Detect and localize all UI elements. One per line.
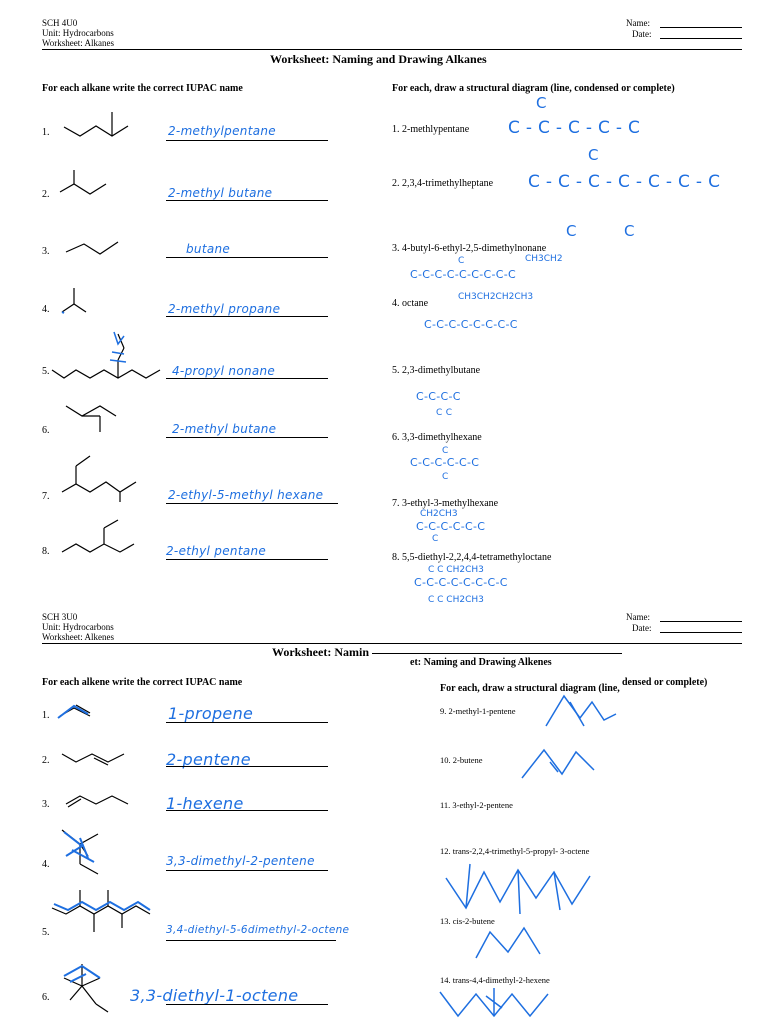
page-title-fragment: Worksheet: Namin [272,645,369,659]
answer-handwritten: 4-propyl nonane [172,364,276,378]
title-divider [372,653,622,654]
structure-drawing: C - C - C - C - C [508,118,641,138]
answer-handwritten: 1-propene [168,704,254,723]
question-number: 8. [42,546,50,557]
answer-line[interactable] [166,810,328,811]
structure-drawing: C C [436,408,453,418]
skeletal-structure [52,884,152,940]
question-number: 6. [42,992,50,1003]
structure-drawing: C-C-C-C-C-C [410,456,480,469]
structure-drawing [440,858,600,918]
skeletal-structure [58,702,102,722]
question-label: 7. 3-ethyl-3-methylhexane [392,498,499,509]
date-label: Date: [632,623,652,633]
question-number: 4. [42,304,50,315]
question-number: 1. [42,710,50,721]
answer-line[interactable] [166,940,336,941]
answer-handwritten: 2-pentene [166,750,251,769]
answer-handwritten: 1-hexene [166,794,244,813]
course-code: SCH 3U0 [42,612,78,622]
structure-drawing [540,690,620,738]
structure-drawing: C [588,146,599,164]
structure-drawing [520,744,600,784]
skeletal-structure [66,238,126,258]
answer-line[interactable] [166,257,328,258]
structure-drawing: C [442,446,449,456]
question-number: 5. [42,927,50,938]
answer-handwritten: 3,3-diethyl-1-octene [130,986,299,1005]
question-number: 6. [42,425,50,436]
answer-line[interactable] [166,140,328,141]
name-field[interactable] [660,27,742,28]
answer-handwritten: butane [186,242,231,256]
question-number: 3. [42,799,50,810]
question-label: 4. octane [392,298,429,309]
structure-drawing: C [536,94,547,112]
answer-line[interactable] [166,1004,328,1005]
structure-drawing: C [566,222,577,240]
question-label: 6. 3,3-dimethylhexane [392,432,482,443]
answer-line[interactable] [166,870,328,871]
question-label: 10. 2-butene [440,755,483,765]
answer-handwritten: 2-methylpentane [168,124,276,138]
skeletal-structure [58,826,118,878]
left-instruction: For each alkane write the correct IUPAC name [42,83,243,94]
question-number: 7. [42,491,50,502]
right-instruction-tail: densed or complete) [622,677,708,688]
question-label: 12. trans-2,2,4-trimethyl-5-propyl- 3-octene [440,846,590,856]
structure-drawing: C C CH2CH3 [428,595,484,605]
structure-drawing: C C CH2CH3 [428,565,484,575]
structure-drawing: C - C - C - C - C - C - C [528,172,721,192]
question-number: 4. [42,859,50,870]
question-label: 5. 2,3-dimethylbutane [392,365,481,376]
unit-label: Unit: Hydrocarbons [42,28,114,38]
answer-handwritten: 2-methyl propane [168,302,281,316]
question-label: 1. 2-methlypentane [392,124,470,135]
answer-line[interactable] [166,559,328,560]
answer-line[interactable] [166,200,328,201]
structure-drawing: C [624,222,635,240]
answer-handwritten: 2-ethyl-5-methyl hexane [168,488,324,502]
unit-label: Unit: Hydrocarbons [42,622,114,632]
page-title-overlay: et: Naming and Drawing Alkenes [410,657,552,668]
worksheet-label: Worksheet: Alkanes [42,38,115,48]
answer-handwritten: 2-methyl butane [168,186,273,200]
skeletal-structure [66,404,126,434]
skeletal-structure [62,452,142,504]
structure-drawing: C-C-C-C-C-C-C-C-C [410,268,516,281]
structure-drawing [436,986,566,1022]
structure-drawing: C [458,256,465,266]
question-label: 11. 3-ethyl-2-pentene [440,800,513,810]
skeletal-structure [60,170,120,200]
structure-drawing: CH3CH2CH2CH3 [458,292,534,302]
question-label: 14. trans-4,4-dimethyl-2-hexene [440,975,550,985]
course-code: SCH 4U0 [42,18,78,28]
question-label: 13. cis-2-butene [440,916,495,926]
page-title: Worksheet: Naming and Drawing Alkanes [270,52,487,66]
answer-handwritten: 2-ethyl pentane [166,544,267,558]
question-label: 3. 4-butyl-6-ethyl-2,5-dimethylnonane [392,243,547,254]
skeletal-structure [52,330,164,384]
answer-line[interactable] [166,722,328,723]
structure-drawing: CH3CH2 [525,254,563,264]
skeletal-structure [64,112,134,142]
question-number: 5. [42,366,50,377]
structure-drawing: C [432,534,439,544]
right-instruction: For each, draw a structural diagram (line, [440,683,620,694]
question-number: 2. [42,755,50,766]
skeletal-structure [62,748,132,768]
date-label: Date: [632,29,652,39]
answer-line[interactable] [166,503,338,504]
name-field[interactable] [660,621,742,622]
structure-drawing: C-C-C-C-C-C-C-C [414,576,508,589]
answer-handwritten: 3,4-diethyl-5-6dimethyl-2-octene [166,924,350,936]
name-label: Name: [626,18,650,28]
answer-handwritten: 2-methyl butane [172,422,277,436]
structure-drawing: C [442,472,449,482]
answer-line[interactable] [166,316,328,317]
answer-line[interactable] [166,766,328,767]
answer-handwritten: 3,3-dimethyl-2-pentene [166,854,315,868]
name-label: Name: [626,612,650,622]
worksheet-label: Worksheet: Alkenes [42,632,115,642]
question-number: 1. [42,127,50,138]
structure-drawing: C-C-C-C-C-C-C-C [424,318,518,331]
question-label: 2. 2,3,4-trimethylheptane [392,178,494,189]
question-label: 8. 5,5-diethyl-2,2,4,4-tetramethyloctane [392,552,552,563]
right-instruction: For each, draw a structural diagram (line, condensed or complete) [392,83,675,94]
question-number: 3. [42,246,50,257]
date-field[interactable] [660,38,742,39]
skeletal-structure [60,956,120,1016]
answer-line[interactable] [166,378,328,379]
date-field[interactable] [660,632,742,633]
question-label: 9. 2-methyl-1-pentene [440,706,516,716]
structure-drawing [470,924,550,964]
structure-drawing: CH2CH3 [420,509,458,519]
header-divider [42,49,742,50]
header-divider [42,643,742,644]
answer-line[interactable] [166,437,328,438]
left-instruction: For each alkene write the correct IUPAC name [42,677,243,688]
skeletal-structure [66,792,136,812]
structure-drawing: C-C-C-C [416,390,461,403]
structure-drawing: C-C-C-C-C-C [416,520,486,533]
question-number: 2. [42,189,50,200]
skeletal-structure [62,516,142,560]
skeletal-structure [62,286,102,316]
